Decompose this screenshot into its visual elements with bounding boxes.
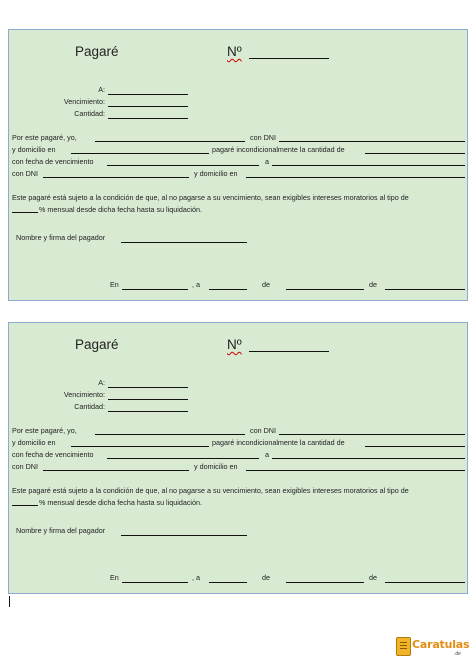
vencimiento-field[interactable] <box>108 106 188 107</box>
a-coma-text: , a <box>192 280 200 289</box>
cantidad-field[interactable] <box>108 118 188 119</box>
dia-field[interactable] <box>209 582 247 583</box>
con-dni-2-text: con DNI <box>12 462 38 471</box>
condicion-line-1: Este pagaré está sujeto a la condición de que, al no pagarse a su vencimiento, sean exigibles intereses moratorios al tipo de <box>12 193 409 202</box>
domicilio-2-field[interactable] <box>246 470 465 471</box>
book-icon <box>396 637 411 656</box>
dni-2-field[interactable] <box>43 177 189 178</box>
logo-name: Caratulas <box>412 638 470 651</box>
pagare-form-2 <box>8 322 468 594</box>
dni-field[interactable] <box>279 141 465 142</box>
cantidad-label: Cantidad: <box>74 402 105 411</box>
vencimiento-label: Vencimiento: <box>63 97 105 106</box>
form-title: Pagaré <box>75 44 119 59</box>
en-text: En <box>110 280 119 289</box>
mes-field[interactable] <box>286 582 364 583</box>
de-1-text: de <box>262 280 270 289</box>
firma-field[interactable] <box>121 242 247 243</box>
logo-tld: .de <box>454 651 461 657</box>
domicilio-2-text: y domicilio en <box>194 169 238 178</box>
domicilio-field[interactable] <box>71 153 209 154</box>
condicion-line-2: % mensual desde dicha fecha hasta su liquidación. <box>39 498 203 507</box>
nombre-field[interactable] <box>95 141 245 142</box>
number-field[interactable] <box>249 351 329 352</box>
a-word-text: a <box>265 157 269 166</box>
anio-field[interactable] <box>385 582 465 583</box>
nombre-field[interactable] <box>95 434 245 435</box>
a-label: A: <box>98 85 105 94</box>
condicion-line-2: % mensual desde dicha fecha hasta su liquidación. <box>39 205 203 214</box>
condicion-line-1: Este pagaré está sujeto a la condición de que, al no pagarse a su vencimiento, sean exigibles intereses moratorios al tipo de <box>12 486 409 495</box>
a-word-text: a <box>265 450 269 459</box>
de-1-text: de <box>262 573 270 582</box>
form-title: Pagaré <box>75 337 119 352</box>
number-label: Nº <box>227 44 242 59</box>
fecha-venc-text: con fecha de vencimiento <box>12 157 94 166</box>
interes-field[interactable] <box>12 212 38 213</box>
con-dni-2-text: con DNI <box>12 169 38 178</box>
a-field[interactable] <box>108 387 188 388</box>
fecha-venc-text: con fecha de vencimiento <box>12 450 94 459</box>
firma-field[interactable] <box>121 535 247 536</box>
domicilio-2-field[interactable] <box>246 177 465 178</box>
cantidad-field[interactable] <box>108 411 188 412</box>
domicilio-field[interactable] <box>71 446 209 447</box>
a-label: A: <box>98 378 105 387</box>
pagare-form-1 <box>8 29 468 301</box>
cantidad-label: Cantidad: <box>74 109 105 118</box>
vencimiento-field[interactable] <box>108 399 188 400</box>
por-este-text: Por este pagaré, yo, <box>12 426 77 435</box>
pagare-incond-text: pagaré incondicionalmente la cantidad de <box>212 438 345 447</box>
fecha-venc-field[interactable] <box>107 165 259 166</box>
number-field[interactable] <box>249 58 329 59</box>
lugar-field[interactable] <box>122 582 188 583</box>
cantidad-letras-field[interactable] <box>365 153 465 154</box>
beneficiario-field[interactable] <box>272 458 465 459</box>
domicilio-2-text: y domicilio en <box>194 462 238 471</box>
de-2-text: de <box>369 573 377 582</box>
cantidad-letras-field[interactable] <box>365 446 465 447</box>
dia-field[interactable] <box>209 289 247 290</box>
anio-field[interactable] <box>385 289 465 290</box>
de-2-text: de <box>369 280 377 289</box>
a-coma-text: , a <box>192 573 200 582</box>
con-dni-text: con DNI <box>250 133 276 142</box>
firma-label: Nombre y firma del pagador <box>16 233 106 242</box>
firma-label: Nombre y firma del pagador <box>16 526 106 535</box>
pagare-incond-text: pagaré incondicionalmente la cantidad de <box>212 145 345 154</box>
text-cursor <box>9 596 10 607</box>
caratulas-logo <box>394 634 470 660</box>
interes-field[interactable] <box>12 505 38 506</box>
dni-2-field[interactable] <box>43 470 189 471</box>
domicilio-text: y domicilio en <box>12 438 56 447</box>
number-label: Nº <box>227 337 242 352</box>
en-text: En <box>110 573 119 582</box>
con-dni-text: con DNI <box>250 426 276 435</box>
domicilio-text: y domicilio en <box>12 145 56 154</box>
a-field[interactable] <box>108 94 188 95</box>
fecha-venc-field[interactable] <box>107 458 259 459</box>
por-este-text: Por este pagaré, yo, <box>12 133 77 142</box>
beneficiario-field[interactable] <box>272 165 465 166</box>
lugar-field[interactable] <box>122 289 188 290</box>
vencimiento-label: Vencimiento: <box>63 390 105 399</box>
mes-field[interactable] <box>286 289 364 290</box>
dni-field[interactable] <box>279 434 465 435</box>
